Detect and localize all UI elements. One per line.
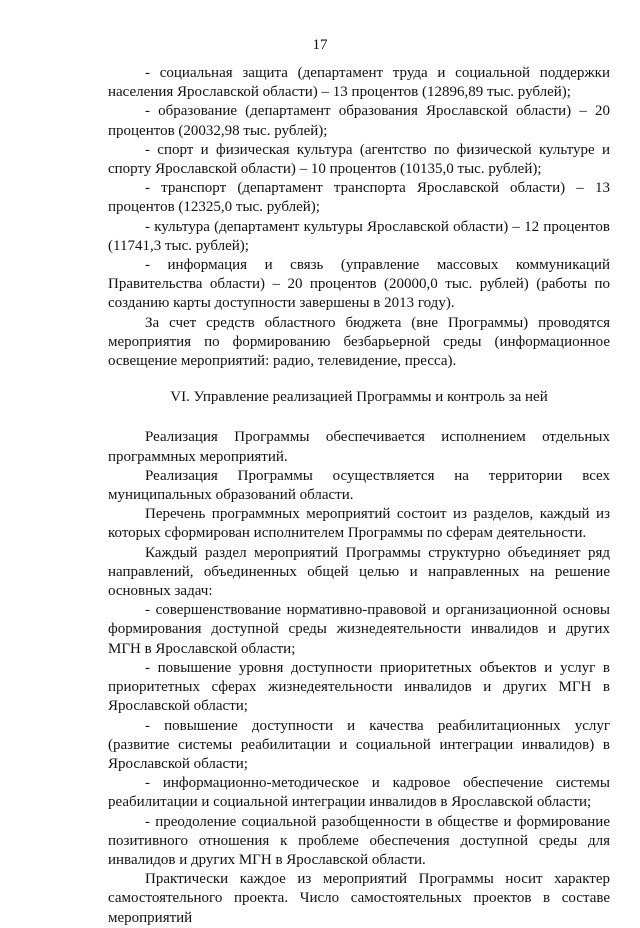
paragraph: Каждый раздел мероприятий Программы структурно объединяет ряд направлений, объединенных общей целью и направленных на решение основных задач: (108, 544, 610, 600)
paragraph: Реализация Программы обеспечивается исполнением отдельных программных мероприятий. (108, 429, 610, 465)
paragraph: - повышение доступности и качества реабилитационных услуг (развитие системы реабилитации и социальной интеграции инвалидов) в Ярославской области; (108, 717, 610, 772)
paragraph: - спорт и физическая культура (агентство по физической культуре и спорту Ярославской области) – 10 процентов (10135,0 тыс. рублей); (108, 141, 610, 178)
paragraph: За счет средств областного бюджета (вне Программы) проводятся мероприятия по формированию безбарьерной среды (информационное освещение мероприятий: радио, телевидение, пресса). (108, 314, 610, 370)
paragraph: - информация и связь (управление массовых коммуникаций Правительства области) – 20 процентов (20000,0 тыс. рублей) (работы по созданию карты доступности завершены в 2013 году). (108, 257, 610, 312)
paragraph: - информационно-методическое и кадровое обеспечение системы реабилитации и социальной интеграции инвалидов в Ярославской области; (108, 775, 610, 811)
document-body (108, 64, 610, 928)
paragraph: - повышение уровня доступности приоритетных объектов и услуг в приоритетных сферах жизнедеятельности инвалидов и других МГН в Ярославской области; (108, 659, 610, 715)
paragraph: Реализация Программы осуществляется на территории всех муниципальных образований области. (108, 467, 610, 504)
section-heading: VI. Управление реализацией Программы и контроль за ней (170, 389, 548, 406)
paragraph: - преодоление социальной разобщенности в обществе и формирование позитивного отношения к проблеме обеспечения доступной среды для инвалидов и других МГН в Ярославской области. (108, 813, 610, 868)
paragraph: - образование (департамент образования Ярославской области) – 20 процентов (20032,98 тыс. рублей); (108, 103, 610, 139)
paragraph: - культура (департамент культуры Ярославской области) – 12 процентов (11741,3 тыс. рублей); (108, 218, 610, 254)
page-number: 17 (312, 37, 328, 53)
paragraph: - социальная защита (департамент труда и социальной поддержки населения Ярославской области) – 13 процентов (12896,89 тыс. рублей); (108, 65, 610, 101)
paragraph: Практически каждое из мероприятий Программы носит характер самостоятельного проекта. Число самостоятельных проектов в составе мероприятий (108, 871, 610, 926)
paragraph: Перечень программных мероприятий состоит из разделов, каждый из которых сформирован исполнителем Программы по сферам деятельности. (108, 506, 610, 542)
paragraph: - совершенствование нормативно-правовой и организационной основы формирования доступной среды жизнедеятельности инвалидов и других МГН в Ярославской области; (108, 602, 610, 657)
paragraph: - транспорт (департамент транспорта Ярославской области) – 13 процентов (12325,0 тыс. рублей); (108, 180, 610, 216)
